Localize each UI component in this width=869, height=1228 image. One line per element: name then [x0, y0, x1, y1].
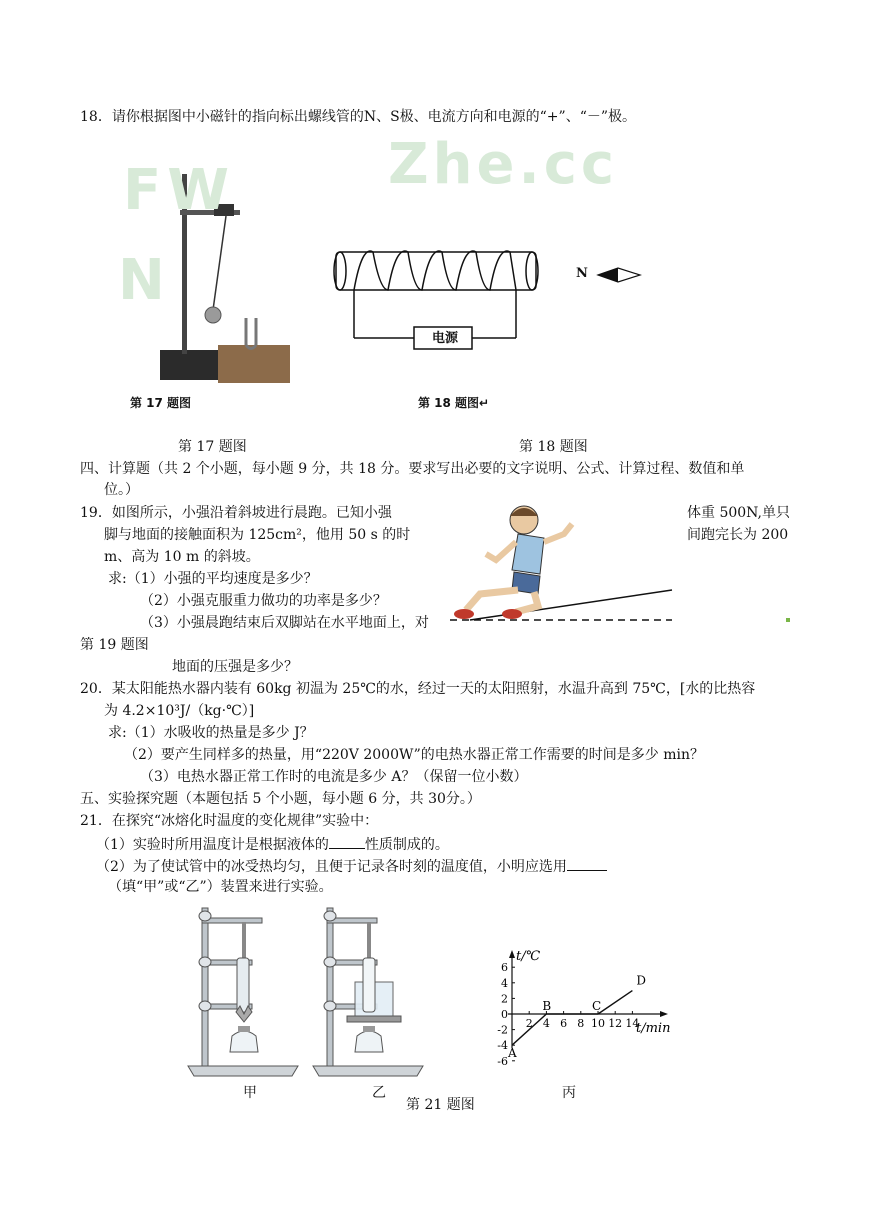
figure-21-apparatus: [188, 898, 438, 1080]
q21-sub2: [96, 856, 607, 876]
label-jia: 甲: [243, 1085, 257, 1101]
q19-sub3-cont: 地面的压强是多少？: [172, 659, 298, 675]
q21-sub2-a: （2）为了使试管中的冰受热均匀，且便于记录各时刻的温度值，小明应选用: [96, 859, 567, 875]
q21-caption: 第 21 题图: [406, 1097, 475, 1113]
q19-line2-right: 间跑完长为 200: [687, 527, 789, 543]
apparatus-yi: [313, 908, 423, 1076]
apparatus-jia: [188, 908, 298, 1076]
q21-sub1-a: （1）实验时所用温度计是根据液体的: [96, 837, 329, 853]
solenoid-tube: [336, 252, 536, 290]
q19-sub2: （2）小强克服重力做功的功率是多少？: [140, 593, 387, 609]
q19-line1-left: 19．如图所示，小强沿着斜坡进行晨跑。已知小强: [80, 505, 392, 521]
power-source-label: 电源: [431, 331, 458, 346]
section4-line2: 位。）: [104, 482, 139, 498]
runner-shirt: [512, 534, 544, 574]
tuning-fork: [246, 318, 256, 349]
coil-wire: [354, 251, 516, 338]
y-tick-label: -6: [497, 1054, 508, 1068]
section4-line1: 四、计算题（共 2 个小题，每小题 9 分，共 18 分。要求写出必要的文字说明、公式、计算过程、数值和单: [80, 461, 745, 477]
needle-north-label: N: [576, 266, 588, 281]
pendulum-ball: [205, 307, 221, 323]
x-tick-label: 6: [560, 1017, 568, 1030]
label-bing: 丙: [562, 1085, 576, 1101]
point-label-a: A: [508, 1046, 517, 1061]
x-tick-label: 4: [542, 1017, 550, 1030]
y-tick-label: 2: [501, 992, 508, 1006]
figure-19-runner: [440, 494, 680, 630]
q20-sub3: （3）电热水器正常工作时的电流是多少 A？（保留一位小数）: [140, 769, 528, 785]
y-tick-label: 0: [501, 1008, 508, 1021]
x-tick-label: 8: [577, 1017, 585, 1030]
q21-line1: 21．在探究“冰熔化时温度的变化规律”实验中：: [80, 813, 379, 829]
point-label-b: B: [542, 999, 552, 1013]
decorative-dot: [786, 618, 790, 622]
figure-17-18: [118, 132, 678, 420]
caption-17: 第 17 题图: [178, 439, 247, 455]
x-tick-label: 12: [608, 1017, 623, 1030]
label-yi: 乙: [372, 1085, 386, 1101]
y-tick-label: -2: [497, 1023, 508, 1037]
q21-sub1: [96, 834, 449, 854]
q20-sub2: （2）要产生同样多的热量，用“220V 2000W”的电热水器正常工作需要的时间是多少 min？: [124, 747, 705, 763]
section5-line: 五、实验探究题（本题包括 5 个小题，每小题 6 分，共 30分。）: [80, 791, 481, 807]
wood-block: [218, 345, 290, 383]
watermark: FW: [123, 158, 236, 223]
caption-18: 第 18 题图: [519, 439, 588, 455]
y-tick-label: 6: [501, 961, 508, 975]
q19-line2-left: 脚与地面的接触面积为 125cm²，他用 50 s 的时: [104, 527, 411, 543]
answer-blank-2[interactable]: [567, 856, 607, 871]
watermark: N: [118, 248, 165, 313]
y-tick-label: 4: [501, 976, 508, 990]
pendulum-string: [213, 216, 226, 310]
x-axis-label: t/min: [636, 1021, 671, 1036]
x-tick-label: 14: [625, 1017, 640, 1030]
q18-text: 18．请你根据图中小磁针的指向标出螺线管的N、S极、电流方向和电源的“+”、“－”极。: [80, 109, 637, 125]
q19-sub3: （3）小强晨跑结束后双脚站在水平地面上，对: [140, 615, 429, 631]
q21-sub1-b: 性质制成的。: [364, 837, 449, 853]
q19-caption: 第 19 题图: [80, 637, 149, 653]
y-tick-label: -4: [497, 1039, 508, 1053]
q19-ask: 求:（1）小强的平均速度是多少？: [108, 571, 318, 587]
temperature-time-graph: [472, 946, 682, 1068]
q20-line1: 20．某太阳能热水器内装有 60kg 初温为 25℃的水，经过一天的太阳照射，水温升高到 75℃，[水的比热容: [80, 681, 756, 697]
watermark: Zhe.cc: [388, 132, 619, 197]
q20-line2: 为 4.2×10³J/（kg·℃）]: [104, 703, 255, 719]
point-label-d: D: [636, 973, 647, 988]
img17-caption: 第 17 题图: [130, 396, 192, 410]
img18-caption: 第 18 题图↵: [418, 396, 490, 410]
q21-sub2-b: （填“甲”或“乙”）装置来进行实验。: [108, 879, 333, 895]
point-label-c: C: [592, 999, 602, 1013]
x-tick-label: 10: [591, 1017, 605, 1030]
q20-sub1: 求:（1）水吸收的热量是多少 J？: [108, 725, 314, 741]
y-axis-label: t/℃: [516, 949, 541, 964]
x-tick-label: 2: [525, 1017, 533, 1030]
q19-line1-right: 体重 500N,单只: [687, 505, 790, 521]
q19-line3: m、高为 10 m 的斜坡。: [104, 549, 260, 565]
answer-blank-1[interactable]: [329, 834, 365, 849]
